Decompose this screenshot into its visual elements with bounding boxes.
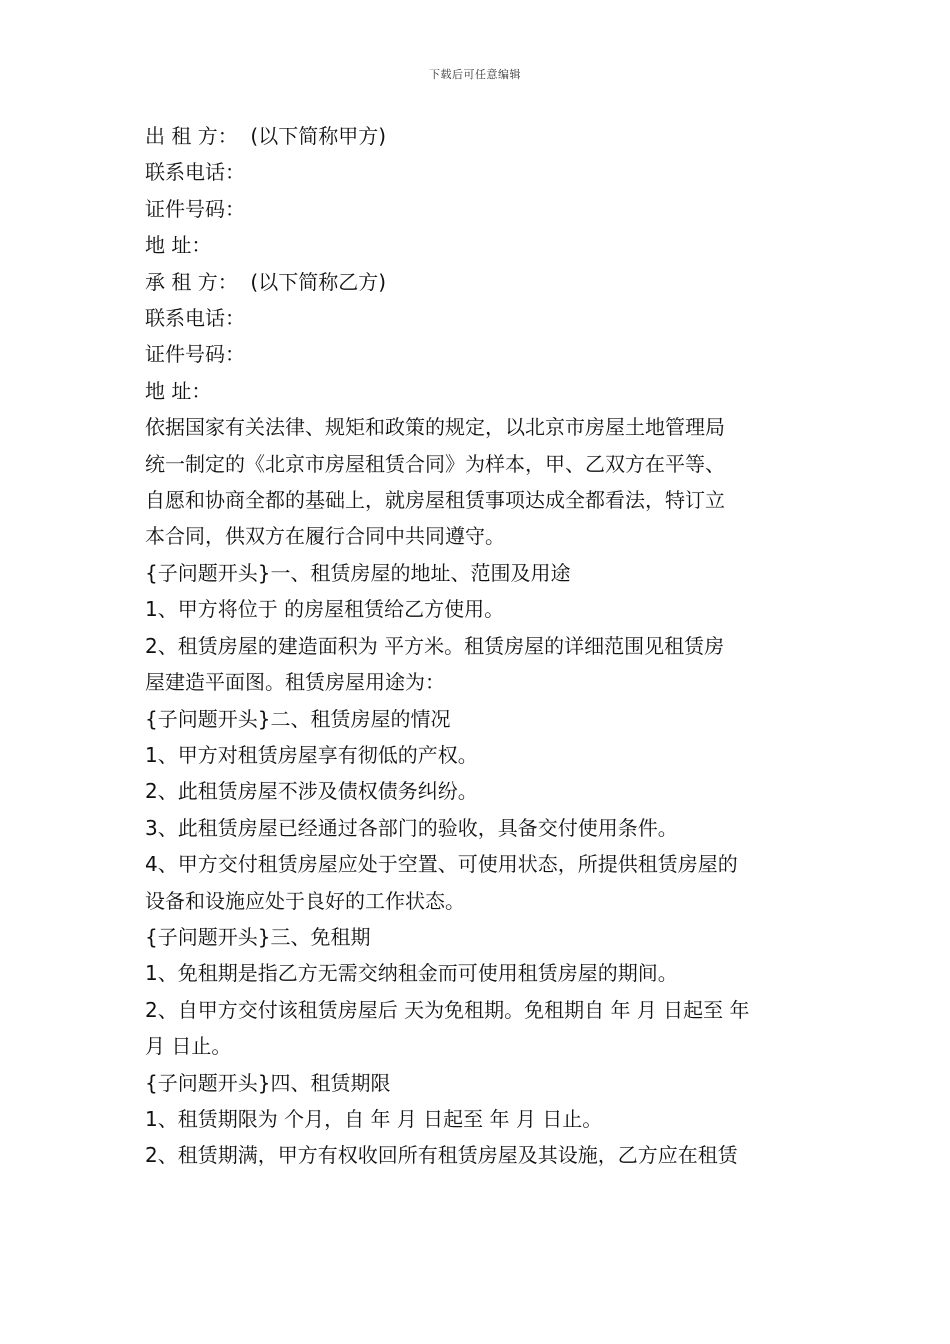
document-line: 出 租 方： (以下简称甲方) (145, 124, 387, 148)
document-line: 1、租赁期限为 个月，自 年 月 日起至 年 月 日止。 (145, 1106, 603, 1131)
document-line: 地 址： (145, 378, 212, 403)
document-line: 联系电话： (145, 306, 245, 331)
document-line: 依据国家有关法律、规矩和政策的规定，以北京市房屋土地管理局 (145, 415, 725, 440)
document-line: 本合同，供双方在履行合同中共同遵守。 (145, 524, 505, 549)
document-line: 地 址： (145, 233, 212, 258)
document-line: {子问题开头}四、租赁期限 (145, 1070, 391, 1095)
document-line: 证件号码： (145, 342, 245, 367)
document-line: 月 日止。 (145, 1034, 232, 1059)
document-line: 4、甲方交付租赁房屋应处于空置、可使用状态，所提供租赁房屋的 (145, 852, 738, 877)
document-line: {子问题开头}二、租赁房屋的情况 (145, 706, 451, 731)
document-line: 2、此租赁房屋不涉及债权债务纠纷。 (145, 779, 478, 804)
document-line: 联系电话： (145, 160, 245, 185)
document-line: 2、自甲方交付该租赁房屋后 天为免租期。免租期自 年 月 日起至 年 (145, 997, 750, 1022)
document-line: 1、甲方对租赁房屋享有彻低的产权。 (145, 742, 478, 767)
document-line: 2、租赁房屋的建造面积为 平方米。租赁房屋的详细范围见租赁房 (145, 633, 725, 658)
document-line: 3、此租赁房屋已经通过各部门的验收，具备交付使用条件。 (145, 815, 678, 840)
document-line: {子问题开头}一、租赁房屋的地址、范围及用途 (145, 560, 571, 585)
document-line: 承 租 方： (以下简称乙方) (145, 269, 387, 294)
document-line: 1、免租期是指乙方无需交纳租金而可使用租赁房屋的期间。 (145, 961, 678, 986)
document-line: 设备和设施应处于良好的工作状态。 (145, 888, 465, 913)
document-line: 屋建造平面图。租赁房屋用途为： (145, 670, 445, 695)
document-line: 证件号码： (145, 196, 245, 221)
document-line: 2、租赁期满，甲方有权收回所有租赁房屋及其设施，乙方应在租赁 (145, 1143, 738, 1168)
document-line: 自愿和协商全都的基础上，就房屋租赁事项达成全都看法，特订立 (145, 488, 725, 513)
document-body (145, 118, 810, 1174)
document-line: {子问题开头}三、免租期 (145, 924, 371, 949)
document-line: 1、甲方将位于 的房屋租赁给乙方使用。 (145, 597, 505, 622)
header-note: 下载后可任意编辑 (429, 68, 521, 81)
document-line: 统一制定的《北京市房屋租赁合同》为样本，甲、乙双方在平等、 (145, 451, 725, 476)
